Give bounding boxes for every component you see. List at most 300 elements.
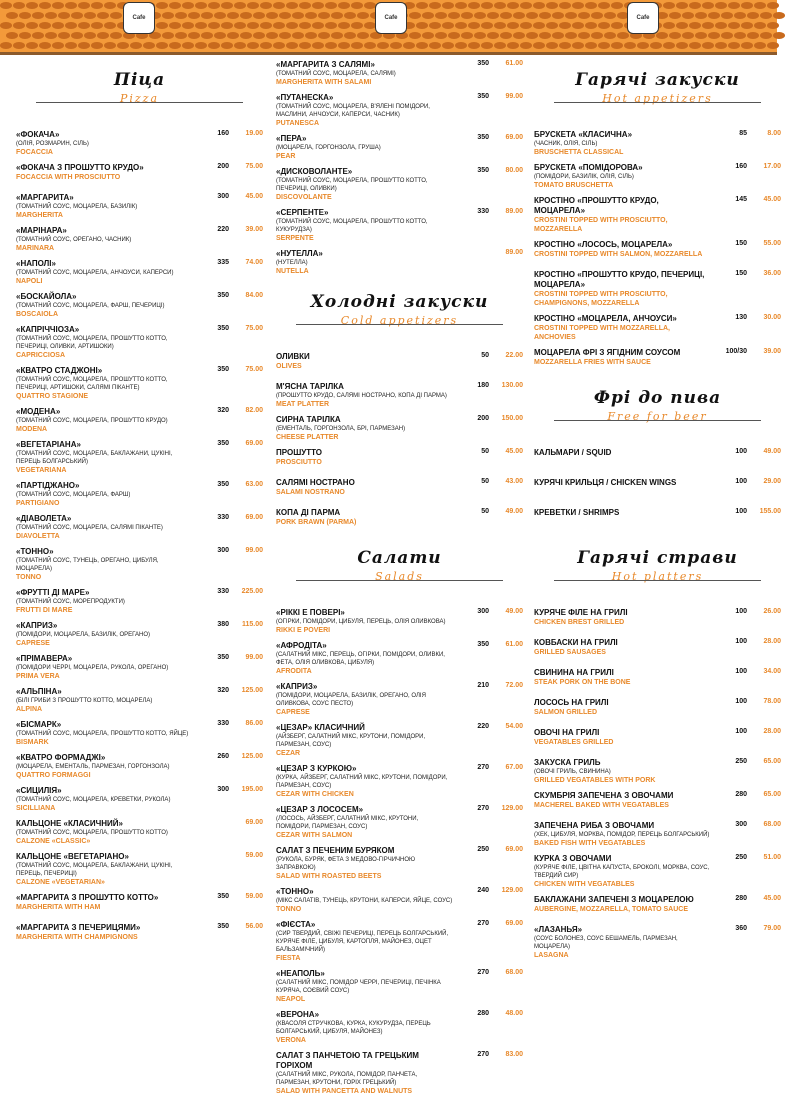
item-english-name: CHICKEN WITH VEGATABLES bbox=[534, 881, 635, 888]
item-price: 67.00 bbox=[505, 764, 523, 771]
item-description: (ТОМАТНИЙ СОУС, МОЦАРЕЛА, ПРОШУТТО КОТТО, ЯЙЦЕ) bbox=[16, 731, 189, 737]
item-name: ЗАПЕЧЕНА РИБА З ОВОЧАМИ bbox=[534, 821, 655, 830]
item-weight: 180 bbox=[477, 382, 489, 389]
item-name: «ПУТАНЕСКА» bbox=[276, 93, 334, 102]
item-name: КАЛЬМАРИ / SQUID bbox=[534, 448, 612, 457]
menu-item bbox=[534, 314, 781, 342]
item-price: 99.00 bbox=[245, 547, 263, 554]
item-price: 49.00 bbox=[505, 608, 523, 615]
item-name: СКУМБРІЯ ЗАПЕЧЕНА З ОВОЧАМИ bbox=[534, 791, 674, 800]
item-description: (НУТЕЛЛА) bbox=[276, 260, 308, 266]
item-english-name: NUTELLA bbox=[276, 268, 309, 275]
item-price: 45.00 bbox=[763, 196, 781, 203]
item-weight: 330 bbox=[217, 588, 229, 595]
menu-item bbox=[16, 163, 263, 187]
item-name: «ТОННО» bbox=[276, 887, 314, 896]
item-english-name: BISMARK bbox=[16, 739, 49, 746]
menu-item bbox=[16, 292, 263, 319]
item-weight: 350 bbox=[477, 167, 489, 174]
item-price: 83.00 bbox=[505, 1051, 523, 1058]
menu-item bbox=[276, 764, 523, 799]
item-price: 22.00 bbox=[505, 352, 523, 359]
item-price: 75.00 bbox=[245, 325, 263, 332]
item-name: КУРЯЧЕ ФІЛЕ НА ГРИЛІ bbox=[534, 608, 628, 617]
item-description: (ТОМАТНИЙ СОУС, МОЦАРЕЛА, САЛЯМІ) bbox=[276, 71, 396, 77]
logo-right: Cafe bbox=[627, 2, 659, 34]
item-price: 55.00 bbox=[763, 240, 781, 247]
menu-item bbox=[534, 821, 781, 848]
item-price: 63.00 bbox=[245, 481, 263, 488]
item-english-name: CEZAR WITH CHICKEN bbox=[276, 791, 354, 798]
item-english-name: FOCACCIA bbox=[16, 149, 53, 156]
menu-item bbox=[16, 923, 263, 947]
section-divider bbox=[554, 102, 761, 103]
item-weight: 350 bbox=[477, 134, 489, 141]
item-price: 45.00 bbox=[763, 895, 781, 902]
item-english-name: SICILLIANA bbox=[16, 805, 56, 812]
item-name: «БІСМАРК» bbox=[16, 720, 62, 729]
menu-item bbox=[16, 786, 263, 813]
menu-item bbox=[534, 348, 781, 372]
item-price: 75.00 bbox=[245, 366, 263, 373]
menu-item bbox=[16, 193, 263, 220]
item-name: ОЛИВКИ bbox=[276, 352, 310, 361]
item-description: (САЛАТНИЙ МІКС, ПЕРЕЦЬ, ОГІРКИ, ПОМІДОРИ, ОЛИВКИ, ФЕТА, ОЛІЯ ОЛИВКОВА, ЦИБУЛЯ) bbox=[276, 652, 445, 666]
item-english-name: MACHEREL BAKED WITH VEGATABLES bbox=[534, 802, 669, 809]
item-price: 69.00 bbox=[505, 846, 523, 853]
item-name: «ФРУТТІ ДІ МАРЕ» bbox=[16, 588, 90, 597]
item-name: КУРЯЧІ КРИЛЬЦЯ / CHICKEN WINGS bbox=[534, 478, 677, 487]
item-weight: 350 bbox=[217, 654, 229, 661]
item-name: «АЛЬПІНА» bbox=[16, 687, 62, 696]
item-price: 99.00 bbox=[505, 93, 523, 100]
item-price: 48.00 bbox=[505, 1010, 523, 1017]
menu-item bbox=[534, 240, 781, 264]
item-description: (ТОМАТНИЙ СОУС, ОРЕГАНО, ЧАСНИК) bbox=[16, 237, 132, 243]
menu-item bbox=[534, 478, 781, 502]
item-weight: 100 bbox=[735, 478, 747, 485]
item-english-name: NAPOLI bbox=[16, 278, 43, 285]
item-name: «КВАТРО СТАДЖОНІ» bbox=[16, 366, 103, 375]
section-title: Фрі до пива bbox=[593, 388, 722, 408]
item-price: 129.00 bbox=[501, 805, 523, 812]
item-price: 130.00 bbox=[501, 382, 523, 389]
section-title: Гарячі закуски bbox=[575, 70, 740, 90]
item-price: 39.00 bbox=[245, 226, 263, 233]
item-name: ПРОШУТТО bbox=[276, 448, 323, 457]
menu-item bbox=[16, 819, 263, 846]
item-name: КРОСТІНО «ПРОШУТТО КРУДО, МОЦАРЕЛА» bbox=[534, 196, 659, 215]
item-weight: 220 bbox=[477, 723, 489, 730]
item-english-name: MARINARA bbox=[16, 245, 55, 252]
item-price: 43.00 bbox=[505, 478, 523, 485]
item-description: (ТОМАТНИЙ СОУС, МОРЕПРОДУКТИ) bbox=[16, 599, 125, 605]
item-weight: 250 bbox=[735, 854, 747, 861]
item-price: 72.00 bbox=[505, 682, 523, 689]
item-name: «МАРГАРИТА З ПРОШУТТО КОТТО» bbox=[16, 893, 159, 902]
item-weight: 350 bbox=[217, 292, 229, 299]
menu-item bbox=[276, 93, 523, 128]
item-price: 69.00 bbox=[245, 819, 263, 826]
item-price: 74.00 bbox=[245, 259, 263, 266]
menu-item bbox=[16, 481, 263, 508]
menu-item bbox=[16, 588, 263, 615]
item-price: 65.00 bbox=[763, 758, 781, 765]
item-english-name: MARGHERITA WITH SALAMI bbox=[276, 79, 372, 86]
item-price: 89.00 bbox=[505, 208, 523, 215]
item-price: 75.00 bbox=[245, 163, 263, 170]
item-description: (ТОМАТНИЙ СОУС, МОЦАРЕЛА, АНЧОУСИ, КАПЕРСИ) bbox=[16, 270, 174, 276]
item-name: КУРКА З ОВОЧАМИ bbox=[534, 854, 612, 863]
item-english-name: PEAR bbox=[276, 153, 296, 160]
item-english-name: SALMON GRILLED bbox=[534, 709, 597, 716]
menu-item bbox=[276, 478, 523, 502]
item-price: 61.00 bbox=[505, 641, 523, 648]
menu-item bbox=[534, 698, 781, 722]
item-description: (ТОМАТНИЙ СОУС, МОЦАРЕЛА, ПРОШУТТО КРУДО) bbox=[16, 418, 168, 424]
item-description: (АЙЗБЕРГ, САЛАТНИЙ МІКС, КРУТОНИ, ПОМІДОРИ, ПАРМЕЗАН, СОУС) bbox=[276, 734, 426, 748]
item-weight: 350 bbox=[477, 93, 489, 100]
item-description: (ПОМІДОРИ ЧЕРРІ, МОЦАРЕЛА, РУКОЛА, ОРЕГАНО) bbox=[16, 665, 169, 671]
menu-item bbox=[276, 1051, 523, 1096]
menu-item bbox=[16, 852, 263, 887]
item-name: «ЦЕЗАР» КЛАСИЧНИЙ bbox=[276, 723, 365, 732]
section-header bbox=[276, 282, 523, 350]
menu-item bbox=[276, 415, 523, 442]
item-price: 30.00 bbox=[763, 314, 781, 321]
item-description: (САЛАТНИЙ МІКС, ПОМІДОР ЧЕРРІ, ПЕЧЕРИЦІ, ПЕЧІНКА КУРЯЧА, СОЄВИЙ СОУС) bbox=[276, 980, 441, 994]
menu-item bbox=[16, 547, 263, 582]
item-name: КАЛЬЦОНЕ «ВЕГЕТАРІАНО» bbox=[16, 852, 129, 861]
item-price: 86.00 bbox=[245, 720, 263, 727]
item-english-name: CAPRICCIOSA bbox=[16, 352, 66, 359]
item-description: (МОЦАРЕЛА, ГОРГОНЗОЛА, ГРУША) bbox=[276, 145, 381, 151]
item-weight: 100 bbox=[735, 728, 747, 735]
item-price: 68.00 bbox=[505, 969, 523, 976]
menu-item bbox=[276, 208, 523, 243]
item-weight: 350 bbox=[217, 440, 229, 447]
menu-item bbox=[16, 621, 263, 648]
item-description: (СИР ТВЕРДИЙ, СВІЖІ ПЕЧЕРИЦІ, ПЕРЕЦЬ БОЛГАРСЬКИЙ, КУРЯЧЕ ФІЛЕ, ЦИБУЛЯ, КАРТОПЛЯ, МАЙОНЕЗ, ОЦЕТ БАЛЬЗАМІЧНИЙ) bbox=[276, 931, 449, 953]
item-english-name: MOZZARELLA FRIES WITH SAUCE bbox=[534, 359, 651, 366]
item-english-name: STEAK PORK ON THE BONE bbox=[534, 679, 631, 686]
item-description: (СОУС БОЛОНЕЗ, СОУС БЕШАМЕЛЬ, ПАРМЕЗАН, МОЦАРЕЛА) bbox=[534, 936, 678, 950]
item-price: 61.00 bbox=[505, 60, 523, 67]
menu-item bbox=[16, 440, 263, 475]
item-price: 82.00 bbox=[245, 407, 263, 414]
menu-item bbox=[276, 134, 523, 161]
menu-item bbox=[276, 1010, 523, 1045]
item-english-name: FIESTA bbox=[276, 955, 301, 962]
item-description: (ТОМАТНИЙ СОУС, ТУНЕЦЬ, ОРЕГАНО, ЦИБУЛЯ, МОЦАРЕЛА) bbox=[16, 558, 159, 572]
item-description: (ТОМАТНИЙ СОУС, МОЦАРЕЛА, БАЗИЛІК) bbox=[16, 204, 138, 210]
item-english-name: DIAVOLETTA bbox=[16, 533, 60, 540]
item-price: 150.00 bbox=[501, 415, 523, 422]
menu-item bbox=[16, 720, 263, 747]
menu-item bbox=[534, 925, 781, 960]
menu-item bbox=[276, 448, 523, 472]
item-name: «МАРГАРИТА З САЛЯМІ» bbox=[276, 60, 375, 69]
menu-item bbox=[16, 753, 263, 780]
item-weight: 200 bbox=[217, 163, 229, 170]
item-description: (РУКОЛА, БУРЯК, ФЕТА З МЕДОВО-ГІРЧИЧНОЮ ЗАПРАВКОЮ) bbox=[276, 857, 416, 871]
logo-center: Cafe bbox=[375, 2, 407, 34]
item-name: КАЛЬЦОНЕ «КЛАСИЧНИЙ» bbox=[16, 819, 123, 828]
menu-column-3 bbox=[530, 60, 785, 959]
section-title: Холодні закуски bbox=[310, 292, 489, 312]
item-english-name: DISCOVOLANTE bbox=[276, 194, 332, 201]
item-price: 54.00 bbox=[505, 723, 523, 730]
item-price: 155.00 bbox=[759, 508, 781, 515]
item-english-name: VEGETARIANA bbox=[16, 467, 67, 474]
item-name: КРОСТІНО «МОЦАРЕЛА, АНЧОУСИ» bbox=[534, 314, 677, 323]
item-weight: 100 bbox=[735, 448, 747, 455]
item-english-name: AUBERGINE, MOZZARELLA, TOMATO SAUCE bbox=[534, 906, 688, 913]
item-price: 19.00 bbox=[245, 130, 263, 137]
section-subtitle: Pizza bbox=[119, 92, 160, 105]
item-weight: 260 bbox=[217, 753, 229, 760]
item-name: САЛАТ З ПАНЧЕТОЮ ТА ГРЕЦЬКИМ ГОРІХОМ bbox=[276, 1051, 419, 1070]
item-english-name: ALPINA bbox=[16, 706, 43, 713]
item-description: (ХЕК, ЦИБУЛЯ, МОРКВА, ПОМІДОР, ПЕРЕЦЬ БОЛГАРСЬКИЙ) bbox=[534, 832, 710, 838]
item-price: 195.00 bbox=[241, 786, 263, 793]
section-divider bbox=[36, 102, 243, 103]
item-name: «ФОКАЧА З ПРОШУТТО КРУДО» bbox=[16, 163, 144, 172]
section-title: Салати bbox=[357, 548, 442, 568]
item-name: «ЛАЗАНЬЯ» bbox=[534, 925, 583, 934]
item-weight: 280 bbox=[735, 791, 747, 798]
item-name: М'ЯСНА ТАРІЛКА bbox=[276, 382, 344, 391]
item-weight: 150 bbox=[735, 240, 747, 247]
item-description: (ОГІРКИ, ПОМІДОРИ, ЦИБУЛЯ, ПЕРЕЦЬ, ОЛІЯ ОЛИВКОВА) bbox=[276, 619, 446, 625]
menu-item bbox=[276, 641, 523, 676]
item-weight: 250 bbox=[477, 846, 489, 853]
section-subtitle: Hot appetizers bbox=[602, 92, 713, 105]
item-english-name: MARGHERITA bbox=[16, 212, 63, 219]
item-description: (МІКС САЛАТІВ, ТУНЕЦЬ, КРУТОНИ, КАПЕРСИ, ЯЙЦЕ, СОУС) bbox=[276, 898, 453, 904]
item-description: (БІЛІ ГРИБИ З ПРОШУТТО КОТТО, МОЦАРЕЛА) bbox=[16, 698, 153, 704]
section-subtitle: Free for beer bbox=[607, 410, 708, 423]
section-subtitle: Salads bbox=[375, 570, 424, 583]
item-english-name: GRILLED VEGATABLES WITH PORK bbox=[534, 777, 656, 784]
item-name: «ВЕГЕТАРІАНА» bbox=[16, 440, 81, 449]
item-description: (КВАСОЛЯ СТРУЧКОВА, КУРКА, КУКУРУДЗА, ПЕРЕЦЬ БОЛГАРСЬКИЙ, ЦИБУЛЯ, МАЙОНЕЗ) bbox=[276, 1021, 431, 1035]
menu-item bbox=[276, 682, 523, 717]
item-price: 129.00 bbox=[501, 887, 523, 894]
item-weight: 270 bbox=[477, 920, 489, 927]
item-price: 65.00 bbox=[763, 791, 781, 798]
menu-item bbox=[276, 352, 523, 376]
item-name: КРОСТІНО «ПРОШУТТО КРУДО, ПЕЧЕРИЦІ, МОЦАРЕЛА» bbox=[534, 270, 705, 289]
menu-item bbox=[534, 791, 781, 815]
item-weight: 100 bbox=[735, 668, 747, 675]
section-title: Піца bbox=[113, 70, 166, 90]
item-name: «МАРІНАРА» bbox=[16, 226, 67, 235]
item-price: 84.00 bbox=[245, 292, 263, 299]
item-english-name: PUTANESCA bbox=[276, 120, 320, 127]
item-english-name: OLIVES bbox=[276, 363, 302, 370]
item-price: 78.00 bbox=[763, 698, 781, 705]
item-english-name: PARTIGIANO bbox=[16, 500, 60, 507]
item-weight: 270 bbox=[477, 805, 489, 812]
item-weight: 320 bbox=[217, 407, 229, 414]
item-description: (ТОМАТНИЙ СОУС, МОЦАРЕЛА, ПРОШУТТО КОТТО) bbox=[16, 830, 168, 836]
item-name: МОЦАРЕЛА ФРІ З ЯГІДНИМ СОУСОМ bbox=[534, 348, 681, 357]
item-english-name: BRUSCHETTA CLASSICAL bbox=[534, 149, 624, 156]
menu-item bbox=[16, 687, 263, 714]
item-description: (ТОМАТНИЙ СОУС, МОЦАРЕЛА, ПРОШУТТО КОТТО, ПЕЧЕРИЦІ, ОЛИВКИ) bbox=[276, 178, 428, 192]
item-english-name: FOCACCIA WITH PROSCIUTTO bbox=[16, 174, 121, 181]
item-weight: 210 bbox=[477, 682, 489, 689]
item-name: «ДИСКОВОЛАНТЕ» bbox=[276, 167, 353, 176]
item-weight: 100 bbox=[735, 638, 747, 645]
item-english-name: PRIMA VERA bbox=[16, 673, 60, 680]
item-english-name: CROSTINI TOPPED WITH SALMON, MOZZARELLA bbox=[534, 251, 703, 258]
item-weight: 160 bbox=[217, 130, 229, 137]
item-weight: 320 bbox=[217, 687, 229, 694]
item-price: 115.00 bbox=[241, 621, 263, 628]
item-english-name: CHEESE PLATTER bbox=[276, 434, 339, 441]
item-weight: 350 bbox=[477, 60, 489, 67]
item-description: (ЧАСНИК, ОЛІЯ, СІЛЬ) bbox=[534, 141, 598, 147]
item-price: 51.00 bbox=[763, 854, 781, 861]
item-english-name: CALZONE «CLASSIC» bbox=[16, 838, 91, 845]
section-divider bbox=[296, 580, 503, 581]
item-english-name: CEZAR WITH SALMON bbox=[276, 832, 353, 839]
item-description: (ТОМАТНИЙ СОУС, МОЦАРЕЛА, КРЕВЕТКИ, РУКОЛА) bbox=[16, 797, 171, 803]
menu-item bbox=[534, 130, 781, 157]
item-name: «НАПОЛІ» bbox=[16, 259, 56, 268]
item-description: (ОВОЧІ ГРИЛЬ, СВИНИНА) bbox=[534, 769, 611, 775]
item-description: (КУРКА, АЙЗБЕРГ, САЛАТНИЙ МІКС, КРУТОНИ, ПОМІДОРИ, ПАРМЕЗАН, СОУС) bbox=[276, 775, 448, 789]
item-weight: 85 bbox=[739, 130, 747, 137]
menu-item bbox=[16, 514, 263, 541]
item-weight: 160 bbox=[735, 163, 747, 170]
menu-item bbox=[16, 366, 263, 401]
item-name: «ТОННО» bbox=[16, 547, 54, 556]
menu-item bbox=[16, 130, 263, 157]
item-english-name: MODENA bbox=[16, 426, 48, 433]
item-english-name: TONNO bbox=[16, 574, 42, 581]
item-english-name: CROSTINI TOPPED WITH MOZZARELLA, ANCHOVIES bbox=[534, 325, 670, 341]
item-english-name: SERPENTE bbox=[276, 235, 314, 242]
menu-item bbox=[534, 638, 781, 662]
item-english-name: TOMATO BRUSCHETTA bbox=[534, 182, 614, 189]
item-name: «ДІАВОЛЕТА» bbox=[16, 514, 72, 523]
item-english-name: NEAPOL bbox=[276, 996, 306, 1003]
item-weight: 50 bbox=[481, 448, 489, 455]
item-english-name: CAPRESE bbox=[16, 640, 50, 647]
item-price: 28.00 bbox=[763, 638, 781, 645]
menu-item bbox=[16, 325, 263, 360]
menu-item bbox=[16, 407, 263, 434]
item-weight: 100/30 bbox=[725, 348, 747, 355]
menu-item bbox=[16, 654, 263, 681]
menu-item bbox=[276, 920, 523, 963]
item-description: (ТОМАТНИЙ СОУС, МОЦАРЕЛА, САЛЯМІ ПІКАНТЕ) bbox=[16, 525, 163, 531]
header-stripe bbox=[0, 52, 777, 55]
item-weight: 350 bbox=[217, 366, 229, 373]
item-description: (ТОМАТНИЙ СОУС, МОЦАРЕЛА, ПРОШУТТО КОТТО, ПЕЧЕРИЦІ, АРТИШОКИ, САЛЯМІ ПІКАНТЕ) bbox=[16, 377, 168, 391]
menu-item bbox=[276, 508, 523, 532]
menu-item bbox=[534, 668, 781, 692]
item-english-name: VEGATABLES GRILLED bbox=[534, 739, 614, 746]
item-name: «БОСКАЙОЛА» bbox=[16, 292, 77, 301]
item-price: 36.00 bbox=[763, 270, 781, 277]
item-weight: 300 bbox=[217, 786, 229, 793]
item-weight: 330 bbox=[217, 720, 229, 727]
menu-item bbox=[276, 249, 523, 276]
item-english-name: MARGHERITA WITH HAM bbox=[16, 904, 101, 911]
section-divider bbox=[296, 324, 503, 325]
menu-item bbox=[276, 167, 523, 202]
item-english-name: MARGHERITA WITH CHAMPIGNONS bbox=[16, 934, 138, 941]
item-name: «ЦЕЗАР З ЛОСОСЕМ» bbox=[276, 805, 364, 814]
item-price: 59.00 bbox=[245, 893, 263, 900]
section-title: Гарячі страви bbox=[577, 548, 738, 568]
item-english-name: PROSCIUTTO bbox=[276, 459, 322, 466]
menu-item bbox=[534, 163, 781, 190]
menu-item bbox=[16, 893, 263, 917]
item-name: ЗАКУСКА ГРИЛЬ bbox=[534, 758, 601, 767]
section-header bbox=[276, 538, 523, 606]
item-name: «ПЕРА» bbox=[276, 134, 307, 143]
item-price: 49.00 bbox=[763, 448, 781, 455]
item-english-name: CEZAR bbox=[276, 750, 301, 757]
item-price: 80.00 bbox=[505, 167, 523, 174]
item-english-name: QUATTRO STAGIONE bbox=[16, 393, 89, 400]
item-english-name: RIKKI E POVERI bbox=[276, 627, 331, 634]
section-subtitle: Hot platters bbox=[611, 570, 704, 583]
menu-item bbox=[276, 969, 523, 1004]
item-name: СИРНА ТАРІЛКА bbox=[276, 415, 341, 424]
item-price: 39.00 bbox=[763, 348, 781, 355]
item-description: (ПОМІДОРИ, МОЦАРЕЛА, БАЗИЛІК, ОРЕГАНО) bbox=[16, 632, 151, 638]
item-price: 45.00 bbox=[245, 193, 263, 200]
item-weight: 50 bbox=[481, 352, 489, 359]
item-name: КОВБАСКИ НА ГРИЛІ bbox=[534, 638, 618, 647]
item-weight: 300 bbox=[217, 547, 229, 554]
item-price: 79.00 bbox=[763, 925, 781, 932]
item-english-name: CHICKEN BREST GRILLED bbox=[534, 619, 625, 626]
item-price: 69.00 bbox=[245, 514, 263, 521]
item-description: (ТОМАТНИЙ СОУС, МОЦАРЕЛА, БАКЛАЖАНИ, ЦУКІНІ, ПЕРЕЦЬ БОЛГАРСЬКИЙ) bbox=[16, 451, 173, 465]
item-name: ОВОЧІ НА ГРИЛІ bbox=[534, 728, 600, 737]
item-description: (ЛОСОСЬ, АЙЗБЕРГ, САЛАТНИЙ МІКС, КРУТОНИ, ПОМІДОРИ, ПАРМЕЗАН, СОУС) bbox=[276, 816, 419, 830]
item-name: «РІККІ Е ПОВЕРІ» bbox=[276, 608, 345, 617]
item-name: БАКЛАЖАНИ ЗАПЕЧЕНІ З МОЦАРЕЛОЮ bbox=[534, 895, 694, 904]
item-english-name: CAPRESE bbox=[276, 709, 310, 716]
menu-item bbox=[534, 508, 781, 532]
item-price: 45.00 bbox=[505, 448, 523, 455]
item-price: 28.00 bbox=[763, 728, 781, 735]
item-description: (ТОМАТНИЙ СОУС, МОЦАРЕЛА, ФАРШ) bbox=[16, 492, 131, 498]
item-english-name: BOSCAIOLA bbox=[16, 311, 58, 318]
item-weight: 350 bbox=[217, 481, 229, 488]
item-name: «МОДЕНА» bbox=[16, 407, 61, 416]
item-price: 125.00 bbox=[241, 753, 263, 760]
item-weight: 300 bbox=[217, 193, 229, 200]
item-weight: 350 bbox=[217, 923, 229, 930]
item-name: САЛЯМІ НОСТРАНО bbox=[276, 478, 355, 487]
item-name: «ЦЕЗАР З КУРКОЮ» bbox=[276, 764, 357, 773]
menu-item bbox=[16, 259, 263, 286]
item-price: 29.00 bbox=[763, 478, 781, 485]
menu-item bbox=[534, 196, 781, 234]
menu-item bbox=[276, 723, 523, 758]
item-description: (ТОМАТНИЙ СОУС, МОЦАРЕЛА, В'ЯЛЕНІ ПОМІДОРИ, МАСЛИНИ, АНЧОУСИ, КАПЕРСИ, ЧАСНИК) bbox=[276, 104, 430, 118]
item-description: (САЛАТНИЙ МІКС, РУКОЛА, ПОМІДОР, ПАНЧЕТА, ПАРМЕЗАН, КРУТОНИ, ГОРІХ ГРЕЦЬКИЙ) bbox=[276, 1072, 418, 1086]
